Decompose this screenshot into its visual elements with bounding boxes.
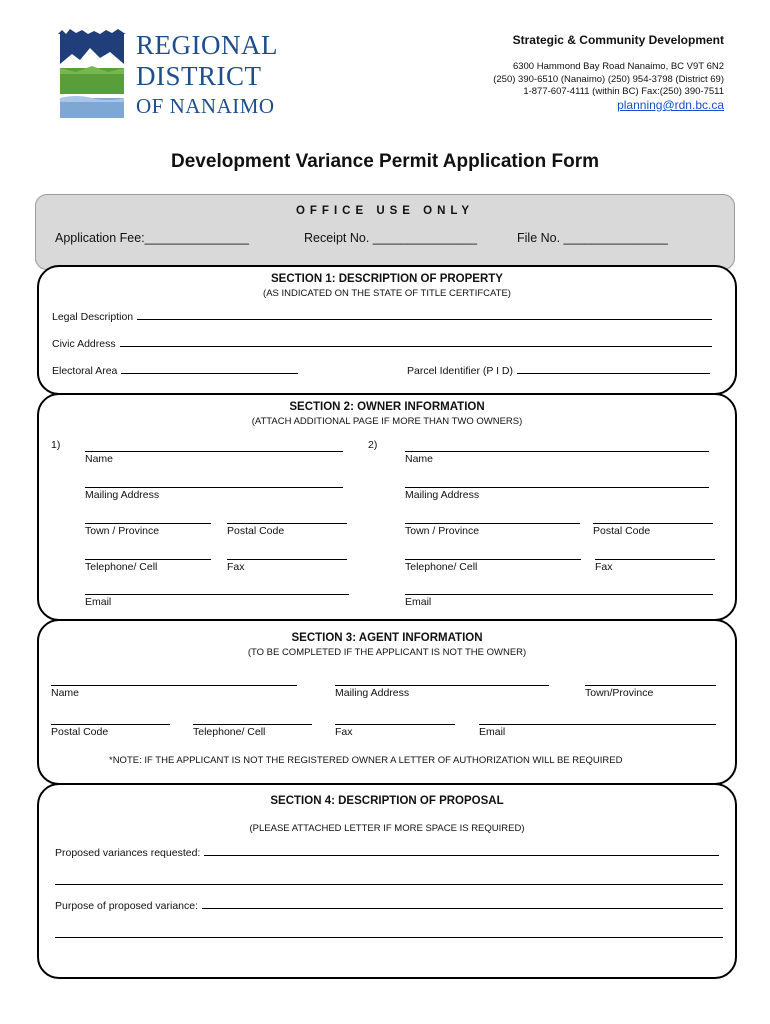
civic-address-field[interactable]	[52, 338, 712, 350]
parcel-identifier-label: Parcel Identifier (P I D)	[407, 365, 514, 377]
agent-name-line[interactable]	[51, 685, 297, 686]
owner-1-email-label: Email	[85, 596, 112, 608]
owner-2-name-line[interactable]	[405, 451, 709, 452]
owner-2-town-label: Town / Province	[405, 525, 480, 537]
proposed-variances-line-2[interactable]	[55, 884, 723, 885]
office-use-heading: OFFICE USE ONLY	[295, 205, 475, 217]
agent-telephone-label: Telephone/ Cell	[193, 726, 266, 738]
owner-1-telephone-label: Telephone/ Cell	[85, 561, 158, 573]
owner-2-telephone-line[interactable]	[405, 559, 581, 560]
owner-1-number: 1)	[51, 439, 61, 451]
receipt-number-field: Receipt No. _______________	[304, 231, 478, 245]
section-1-property	[37, 265, 737, 395]
section-3-agent	[37, 619, 737, 785]
owner-2-number: 2)	[368, 439, 378, 451]
phone-line: (250) 390-6510 (Nanaimo) (250) 954-3798 (District 69)	[493, 74, 724, 85]
agent-fax-label: Fax	[335, 726, 353, 738]
section-4-proposal	[37, 783, 737, 979]
owner-2-fax-line[interactable]	[595, 559, 715, 560]
owner-1-fax-line[interactable]	[227, 559, 347, 560]
owner-2-email-line[interactable]	[405, 594, 713, 595]
civic-address-label: Civic Address	[52, 338, 116, 350]
electoral-area-label: Electoral Area	[52, 365, 118, 377]
agent-mailing-line[interactable]	[335, 685, 549, 686]
section-2-heading: SECTION 2: OWNER INFORMATION	[289, 401, 485, 413]
logo-mountain-icon	[56, 28, 128, 123]
application-fee-field: Application Fee:_______________	[55, 231, 249, 245]
owner-2-telephone-label: Telephone/ Cell	[405, 561, 478, 573]
agent-email-label: Email	[479, 726, 506, 738]
owner-2-town-line[interactable]	[405, 523, 580, 524]
email-link[interactable]: planning@rdn.bc.ca	[617, 98, 724, 112]
office-use-box	[35, 194, 735, 270]
agent-postal-line[interactable]	[51, 724, 170, 725]
owner-1-postal-label: Postal Code	[227, 525, 285, 537]
agent-name-label: Name	[51, 687, 80, 699]
section-1-heading: SECTION 1: DESCRIPTION OF PROPERTY	[271, 273, 503, 285]
logo-text-line1: REGIONAL	[136, 30, 278, 60]
section-4-subheading: (PLEASE ATTACHED LETTER IF MORE SPACE IS REQUIRED)	[249, 823, 525, 834]
agent-telephone-line[interactable]	[193, 724, 312, 725]
logo-text-line3: OF NANAIMO	[136, 94, 275, 118]
section-2-owner	[37, 393, 737, 621]
owner-1-town-line[interactable]	[85, 523, 211, 524]
owner-2-name-label: Name	[405, 453, 434, 465]
owner-1-name-label: Name	[85, 453, 114, 465]
owner-1-mailing-line[interactable]	[85, 487, 343, 488]
page-title: Development Variance Permit Application Form	[171, 151, 599, 172]
agent-postal-label: Postal Code	[51, 726, 109, 738]
agent-town-label: Town/Province	[585, 687, 654, 699]
agent-fax-line[interactable]	[335, 724, 455, 725]
rdn-logo	[56, 28, 286, 123]
owner-2-mailing-line[interactable]	[405, 487, 709, 488]
toll-free-line: 1-877-607-4111 (within BC) Fax:(250) 390-7511	[523, 86, 724, 97]
owner-2-fax-label: Fax	[595, 561, 613, 573]
file-number-field: File No. _______________	[517, 231, 668, 245]
proposed-variances-label: Proposed variances requested:	[55, 847, 201, 859]
legal-description-field[interactable]	[52, 311, 712, 323]
section-3-subheading: (TO BE COMPLETED IF THE APPLICANT IS NOT THE OWNER)	[247, 647, 527, 658]
owner-2-postal-label: Postal Code	[593, 525, 651, 537]
section-4-heading: SECTION 4: DESCRIPTION OF PROPOSAL	[270, 795, 504, 807]
purpose-label: Purpose of proposed variance:	[55, 900, 199, 912]
agent-email-line[interactable]	[479, 724, 716, 725]
section-2-subheading: (ATTACH ADDITIONAL PAGE IF MORE THAN TWO OWNERS)	[251, 416, 523, 427]
agent-mailing-label: Mailing Address	[335, 687, 410, 699]
address-line: 6300 Hammond Bay Road Nanaimo, BC V9T 6N2	[512, 61, 724, 72]
owner-1-email-line[interactable]	[85, 594, 349, 595]
owner-1-name-line[interactable]	[85, 451, 343, 452]
purpose-line-2[interactable]	[55, 937, 723, 938]
owner-1-town-label: Town / Province	[85, 525, 160, 537]
owner-2-postal-line[interactable]	[593, 523, 713, 524]
legal-description-label: Legal Description	[52, 311, 134, 323]
section-1-subheading: (AS INDICATED ON THE STATE OF TITLE CERTIFCATE)	[263, 288, 511, 299]
electoral-area-field[interactable]	[52, 365, 298, 377]
purpose-field[interactable]	[55, 900, 723, 912]
section-3-heading: SECTION 3: AGENT INFORMATION	[291, 632, 483, 644]
authorization-note: *NOTE: IF THE APPLICANT IS NOT THE REGISTERED OWNER A LETTER OF AUTHORIZATION WILL BE REQUIRED	[109, 755, 623, 766]
owner-1-fax-label: Fax	[227, 561, 245, 573]
proposed-variances-field[interactable]	[55, 847, 719, 859]
department-name: Strategic & Community Development	[512, 33, 724, 47]
logo-text-line2: DISTRICT	[136, 61, 262, 91]
owner-1-postal-line[interactable]	[227, 523, 347, 524]
agent-town-line[interactable]	[585, 685, 716, 686]
owner-2-mailing-label: Mailing Address	[405, 489, 480, 501]
owner-2-email-label: Email	[405, 596, 432, 608]
parcel-identifier-field[interactable]	[407, 365, 710, 377]
owner-1-telephone-line[interactable]	[85, 559, 211, 560]
owner-1-mailing-label: Mailing Address	[85, 489, 160, 501]
